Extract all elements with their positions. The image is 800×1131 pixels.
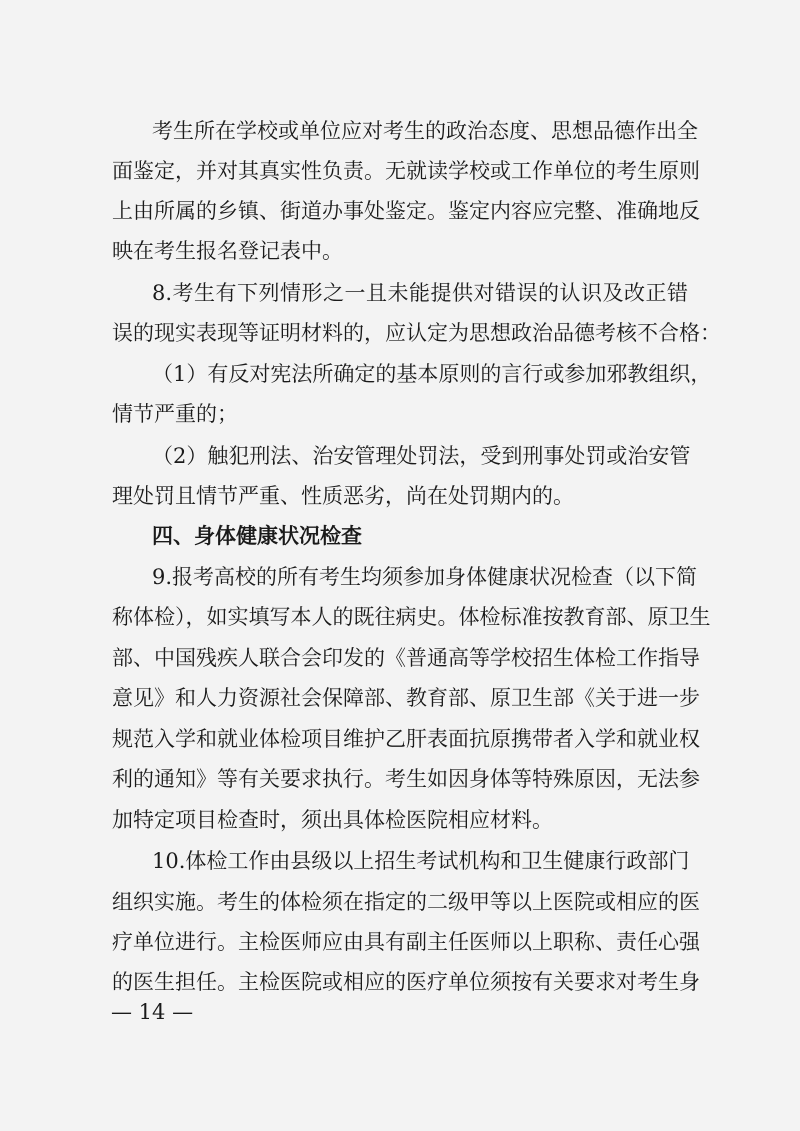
- paragraph-line: 8.考生有下列情形之一且未能提供对错误的认识及改正错: [152, 281, 688, 305]
- paragraph-line: 10.体检工作由县级以上招生考试机构和卫生健康行政部门: [152, 849, 690, 873]
- paragraph-line: 疗单位进行。主检医师应由具有副主任医师以上职称、责任心强: [112, 930, 700, 954]
- paragraph-line: 部、中国残疾人联合会印发的《普通高等学校招生体检工作指导: [112, 646, 700, 670]
- list-item-line: （2）触犯刑法、治安管理处罚法，受到刑事处罚或治安管: [152, 444, 691, 468]
- paragraph-line: 利的通知》等有关要求执行。考生如因身体等特殊原因，无法参: [112, 767, 700, 791]
- page-number: — 14 —: [111, 1000, 194, 1024]
- paragraph-line: 组织实施。考生的体检须在指定的二级甲等以上医院或相应的医: [112, 890, 700, 914]
- section-heading: 四、身体健康状况检查: [152, 524, 362, 548]
- paragraph-line: 称体检），如实填写本人的既往病史。体检标准按教育部、原卫生: [112, 605, 711, 629]
- list-item-line: （1）有反对宪法所确定的基本原则的言行或参加邪教组织，: [152, 362, 712, 386]
- paragraph-line: 意见》和人力资源社会保障部、教育部、原卫生部《关于进一步: [112, 686, 700, 710]
- paragraph-line: 上由所属的乡镇、街道办事处鉴定。鉴定内容应完整、准确地反: [112, 199, 700, 223]
- paragraph-line: 面鉴定，并对其真实性负责。无就读学校或工作单位的考生原则: [112, 159, 700, 183]
- paragraph-line: 误的现实表现等证明材料的，应认定为思想政治品德考核不合格：: [112, 321, 721, 345]
- paragraph-line: 规范入学和就业体检项目维护乙肝表面抗原携带者入学和就业权: [112, 727, 700, 751]
- list-item-line: 情节严重的；: [112, 402, 238, 426]
- paragraph-line: 9.报考高校的所有考生均须参加身体健康状况检查（以下简: [152, 565, 698, 589]
- paragraph-line: 加特定项目检查时，须出具体检医院相应材料。: [112, 808, 553, 832]
- paragraph-line: 的医生担任。主检医院或相应的医疗单位须按有关要求对考生身: [112, 970, 700, 994]
- paragraph-line: 考生所在学校或单位应对考生的政治态度、思想品德作出全: [152, 119, 698, 143]
- list-item-line: 理处罚且情节严重、性质恶劣，尚在处罚期内的。: [112, 484, 574, 508]
- paragraph-line: 映在考生报名登记表中。: [112, 239, 343, 263]
